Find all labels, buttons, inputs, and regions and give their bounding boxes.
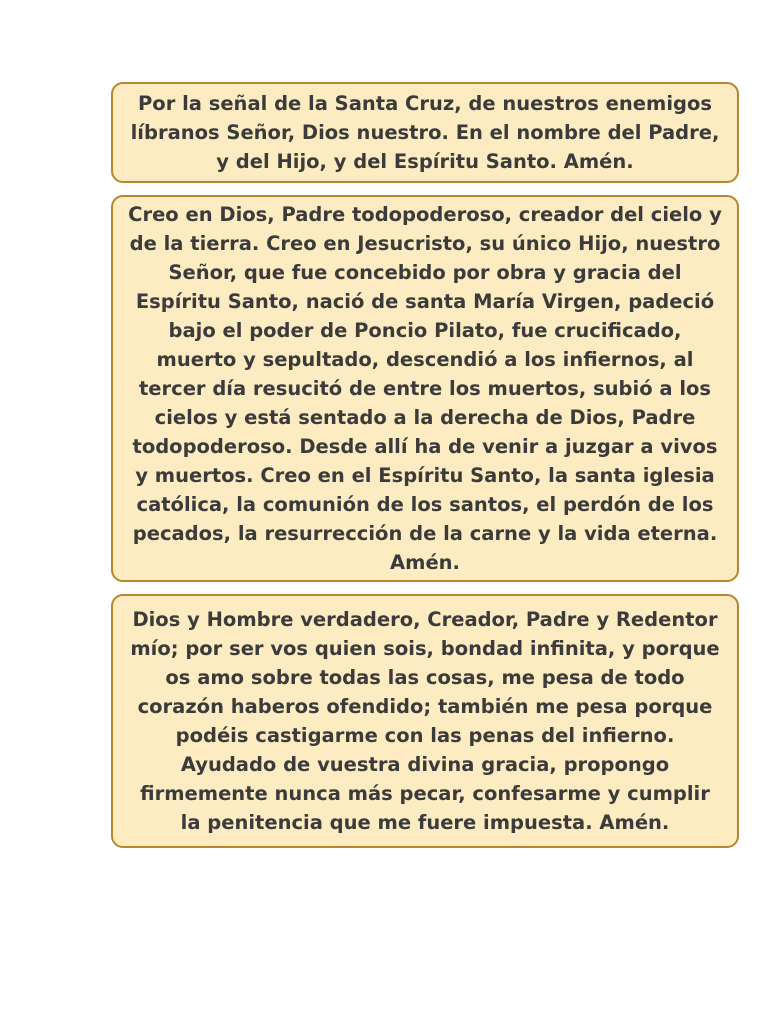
prayer-card-sign-of-the-cross bbox=[111, 82, 739, 183]
prayer-line: y muertos. Creo en el Espíritu Santo, la santa iglesia bbox=[135, 464, 715, 487]
prayer-line: Creo en Dios, Padre todopoderoso, creador del cielo y bbox=[128, 203, 722, 226]
prayer-line: Dios y Hombre verdadero, Creador, Padre y Redentor bbox=[132, 608, 718, 631]
prayer-line: os amo sobre todas las cosas, me pesa de todo bbox=[165, 666, 685, 689]
prayer-text bbox=[128, 200, 722, 577]
prayer-line: Señor, que fue concebido por obra y gracia del bbox=[168, 261, 682, 284]
prayer-line: todopoderoso. Desde allí ha de venir a juzgar a vivos bbox=[132, 435, 718, 458]
prayer-line: pecados, la resurrección de la carne y la vida eterna. bbox=[132, 522, 718, 545]
prayer-card-creed bbox=[111, 195, 739, 582]
prayer-line: líbranos Señor, Dios nuestro. En el nombre del Padre, bbox=[130, 121, 720, 144]
prayer-line: Ayudado de vuestra divina gracia, propongo bbox=[180, 753, 670, 776]
prayer-line: mío; por ser vos quien sois, bondad infinita, y porque bbox=[130, 637, 720, 660]
prayer-line: podéis castigarme con las penas del infierno. bbox=[175, 724, 675, 747]
prayer-text bbox=[131, 89, 720, 176]
prayer-text bbox=[130, 605, 719, 837]
prayer-line: cielos y está sentado a la derecha de Dios, Padre bbox=[154, 406, 696, 429]
prayer-line: firmemente nunca más pecar, confesarme y cumplir bbox=[140, 782, 710, 805]
prayer-line: bajo el poder de Poncio Pilato, fue crucificado, bbox=[168, 319, 682, 342]
prayer-line: y del Hijo, y del Espíritu Santo. Amén. bbox=[216, 150, 634, 173]
prayer-line: Por la señal de la Santa Cruz, de nuestros enemigos bbox=[138, 92, 712, 115]
prayer-line: católica, la comunión de los santos, el perdón de los bbox=[136, 493, 714, 516]
prayer-line: muerto y sepultado, descendió a los infiernos, al bbox=[156, 348, 694, 371]
prayer-line: corazón haberos ofendido; también me pesa porque bbox=[137, 695, 713, 718]
prayer-card-act-of-contrition bbox=[111, 594, 739, 848]
prayer-line: de la tierra. Creo en Jesucristo, su único Hijo, nuestro bbox=[129, 232, 721, 255]
prayer-line: la penitencia que me fuere impuesta. Amén. bbox=[180, 811, 670, 834]
prayer-line: Amén. bbox=[390, 551, 460, 574]
prayer-line: Espíritu Santo, nació de santa María Virgen, padeció bbox=[135, 290, 715, 313]
prayer-line: tercer día resucitó de entre los muertos, subió a los bbox=[138, 377, 712, 400]
